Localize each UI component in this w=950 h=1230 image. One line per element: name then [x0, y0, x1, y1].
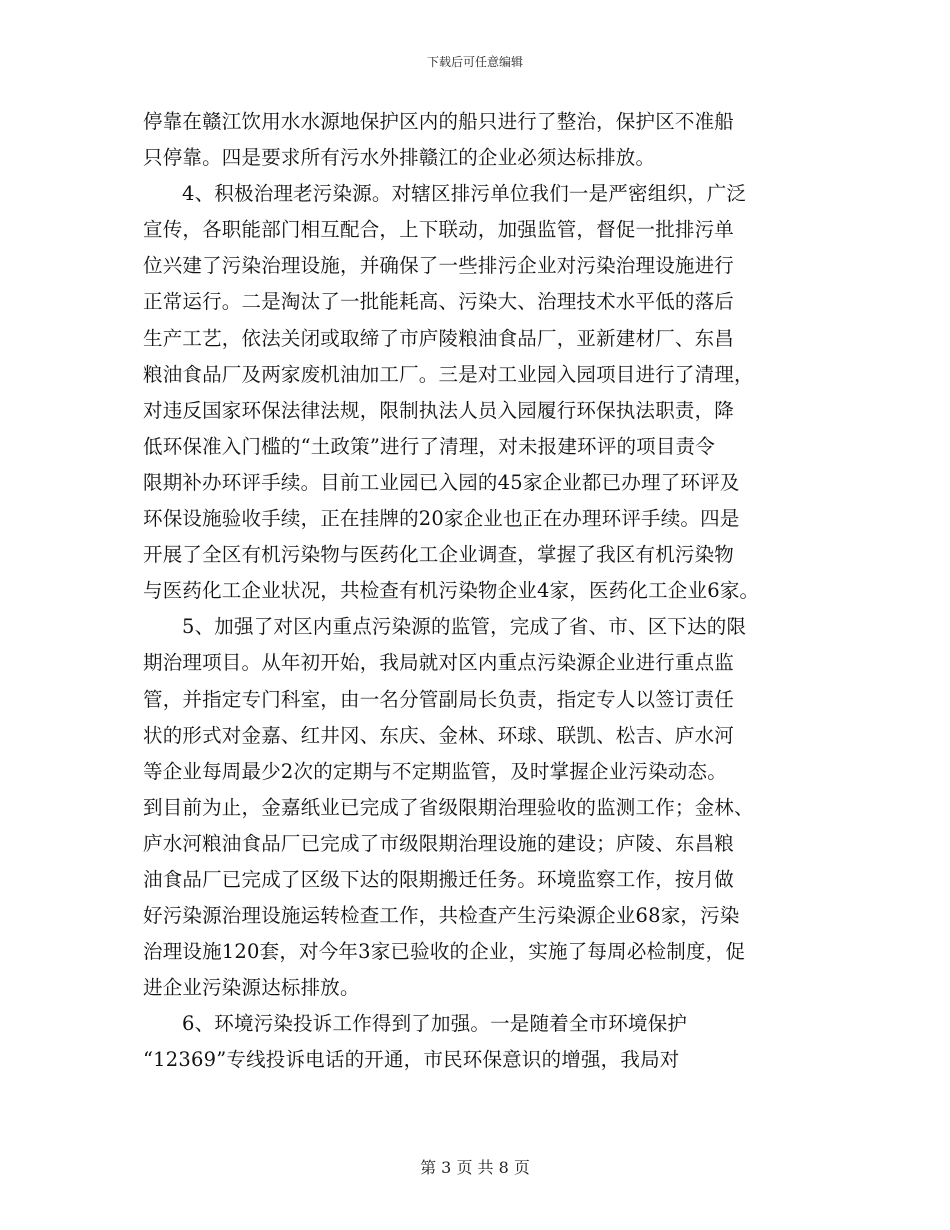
text-line: 环保设施验收手续，正在挂牌的20家企业也正在办理环评手续。四是 — [143, 507, 740, 531]
text-line: 低环保准入门槛的“土政策”进行了清理，对未报建环评的项目责令 — [143, 434, 715, 458]
text-line: 宣传，各职能部门相互配合，上下联动，加强监管，督促一批排污单 — [143, 218, 735, 242]
text-line: 位兴建了污染治理设施，并确保了一些排污企业对污染治理设施进行 — [143, 254, 735, 278]
page-header: 下载后可任意编辑 — [426, 55, 523, 69]
page-number-footer: 第 3 页 共 8 页 — [420, 1158, 530, 1177]
text-line: 与医药化工企业状况，共检查有机污染物企业4家，医药化工企业6家。 — [143, 579, 760, 603]
paragraph-start-line: 5、加强了对区内重点污染源的监管，完成了省、市、区下达的限 — [182, 615, 747, 639]
paragraph-start-line: 4、积极治理老污染源。对辖区排污单位我们一是严密组织，广泛 — [182, 182, 747, 206]
text-line: 到目前为止，金嘉纸业已完成了省级限期治理验收的监测工作；金林、 — [143, 795, 754, 819]
text-line: 只停靠。四是要求所有污水外排赣江的企业必须达标排放。 — [143, 146, 656, 170]
text-line: 生产工艺，依法关闭或取缔了市庐陵粮油食品厂，亚新建材厂、东昌 — [143, 326, 735, 350]
text-line: 油食品厂已完成了区级下达的限期搬迁任务。环境监察工作，按月做 — [143, 867, 735, 891]
document-body — [143, 104, 823, 1079]
text-line: 粮油食品厂及两家废机油加工厂。三是对工业园入园项目进行了清理， — [143, 362, 754, 386]
text-line: 管，并指定专门科室，由一名分管副局长负责，指定专人以签订责任 — [143, 687, 735, 711]
text-line: 停靠在赣江饮用水水源地保护区内的船只进行了整治，保护区不准船 — [143, 110, 735, 133]
text-line: 进企业污染源达标排放。 — [143, 976, 360, 1000]
text-line: “12369”专线投诉电话的开通，市民环保意识的增强，我局对 — [143, 1048, 680, 1072]
text-line: 等企业每周最少2次的定期与不定期监管，及时掌握企业污染动态。 — [143, 759, 727, 783]
text-line: 期治理项目。从年初开始，我局就对区内重点污染源企业进行重点监 — [143, 651, 735, 675]
text-line: 治理设施120套，对今年3家已验收的企业，实施了每周必检制度，促 — [143, 940, 746, 964]
text-line: 开展了全区有机污染物与医药化工企业调查，掌握了我区有机污染物 — [143, 543, 735, 567]
text-line: 状的形式对金嘉、红井冈、东庆、金林、环球、联凯、松吉、庐水河 — [143, 723, 735, 747]
paragraph-start-line: 6、环境污染投诉工作得到了加强。一是随着全市环境保护 — [182, 1012, 688, 1036]
text-line: 好污染源治理设施运转检查工作，共检查产生污染源企业68家，污染 — [143, 904, 740, 928]
text-line: 对违反国家环保法律法规，限制执法人员入园履行环保执法职责，降 — [143, 398, 735, 422]
text-line: 庐水河粮油食品厂已完成了市级限期治理设施的建设；庐陵、东昌粮 — [143, 831, 735, 855]
text-line: 限期补办环评手续。目前工业园已入园的45家企业都已办理了环评及 — [143, 470, 740, 494]
text-line: 正常运行。二是淘汰了一批能耗高、污染大、治理技术水平低的落后 — [143, 290, 735, 314]
